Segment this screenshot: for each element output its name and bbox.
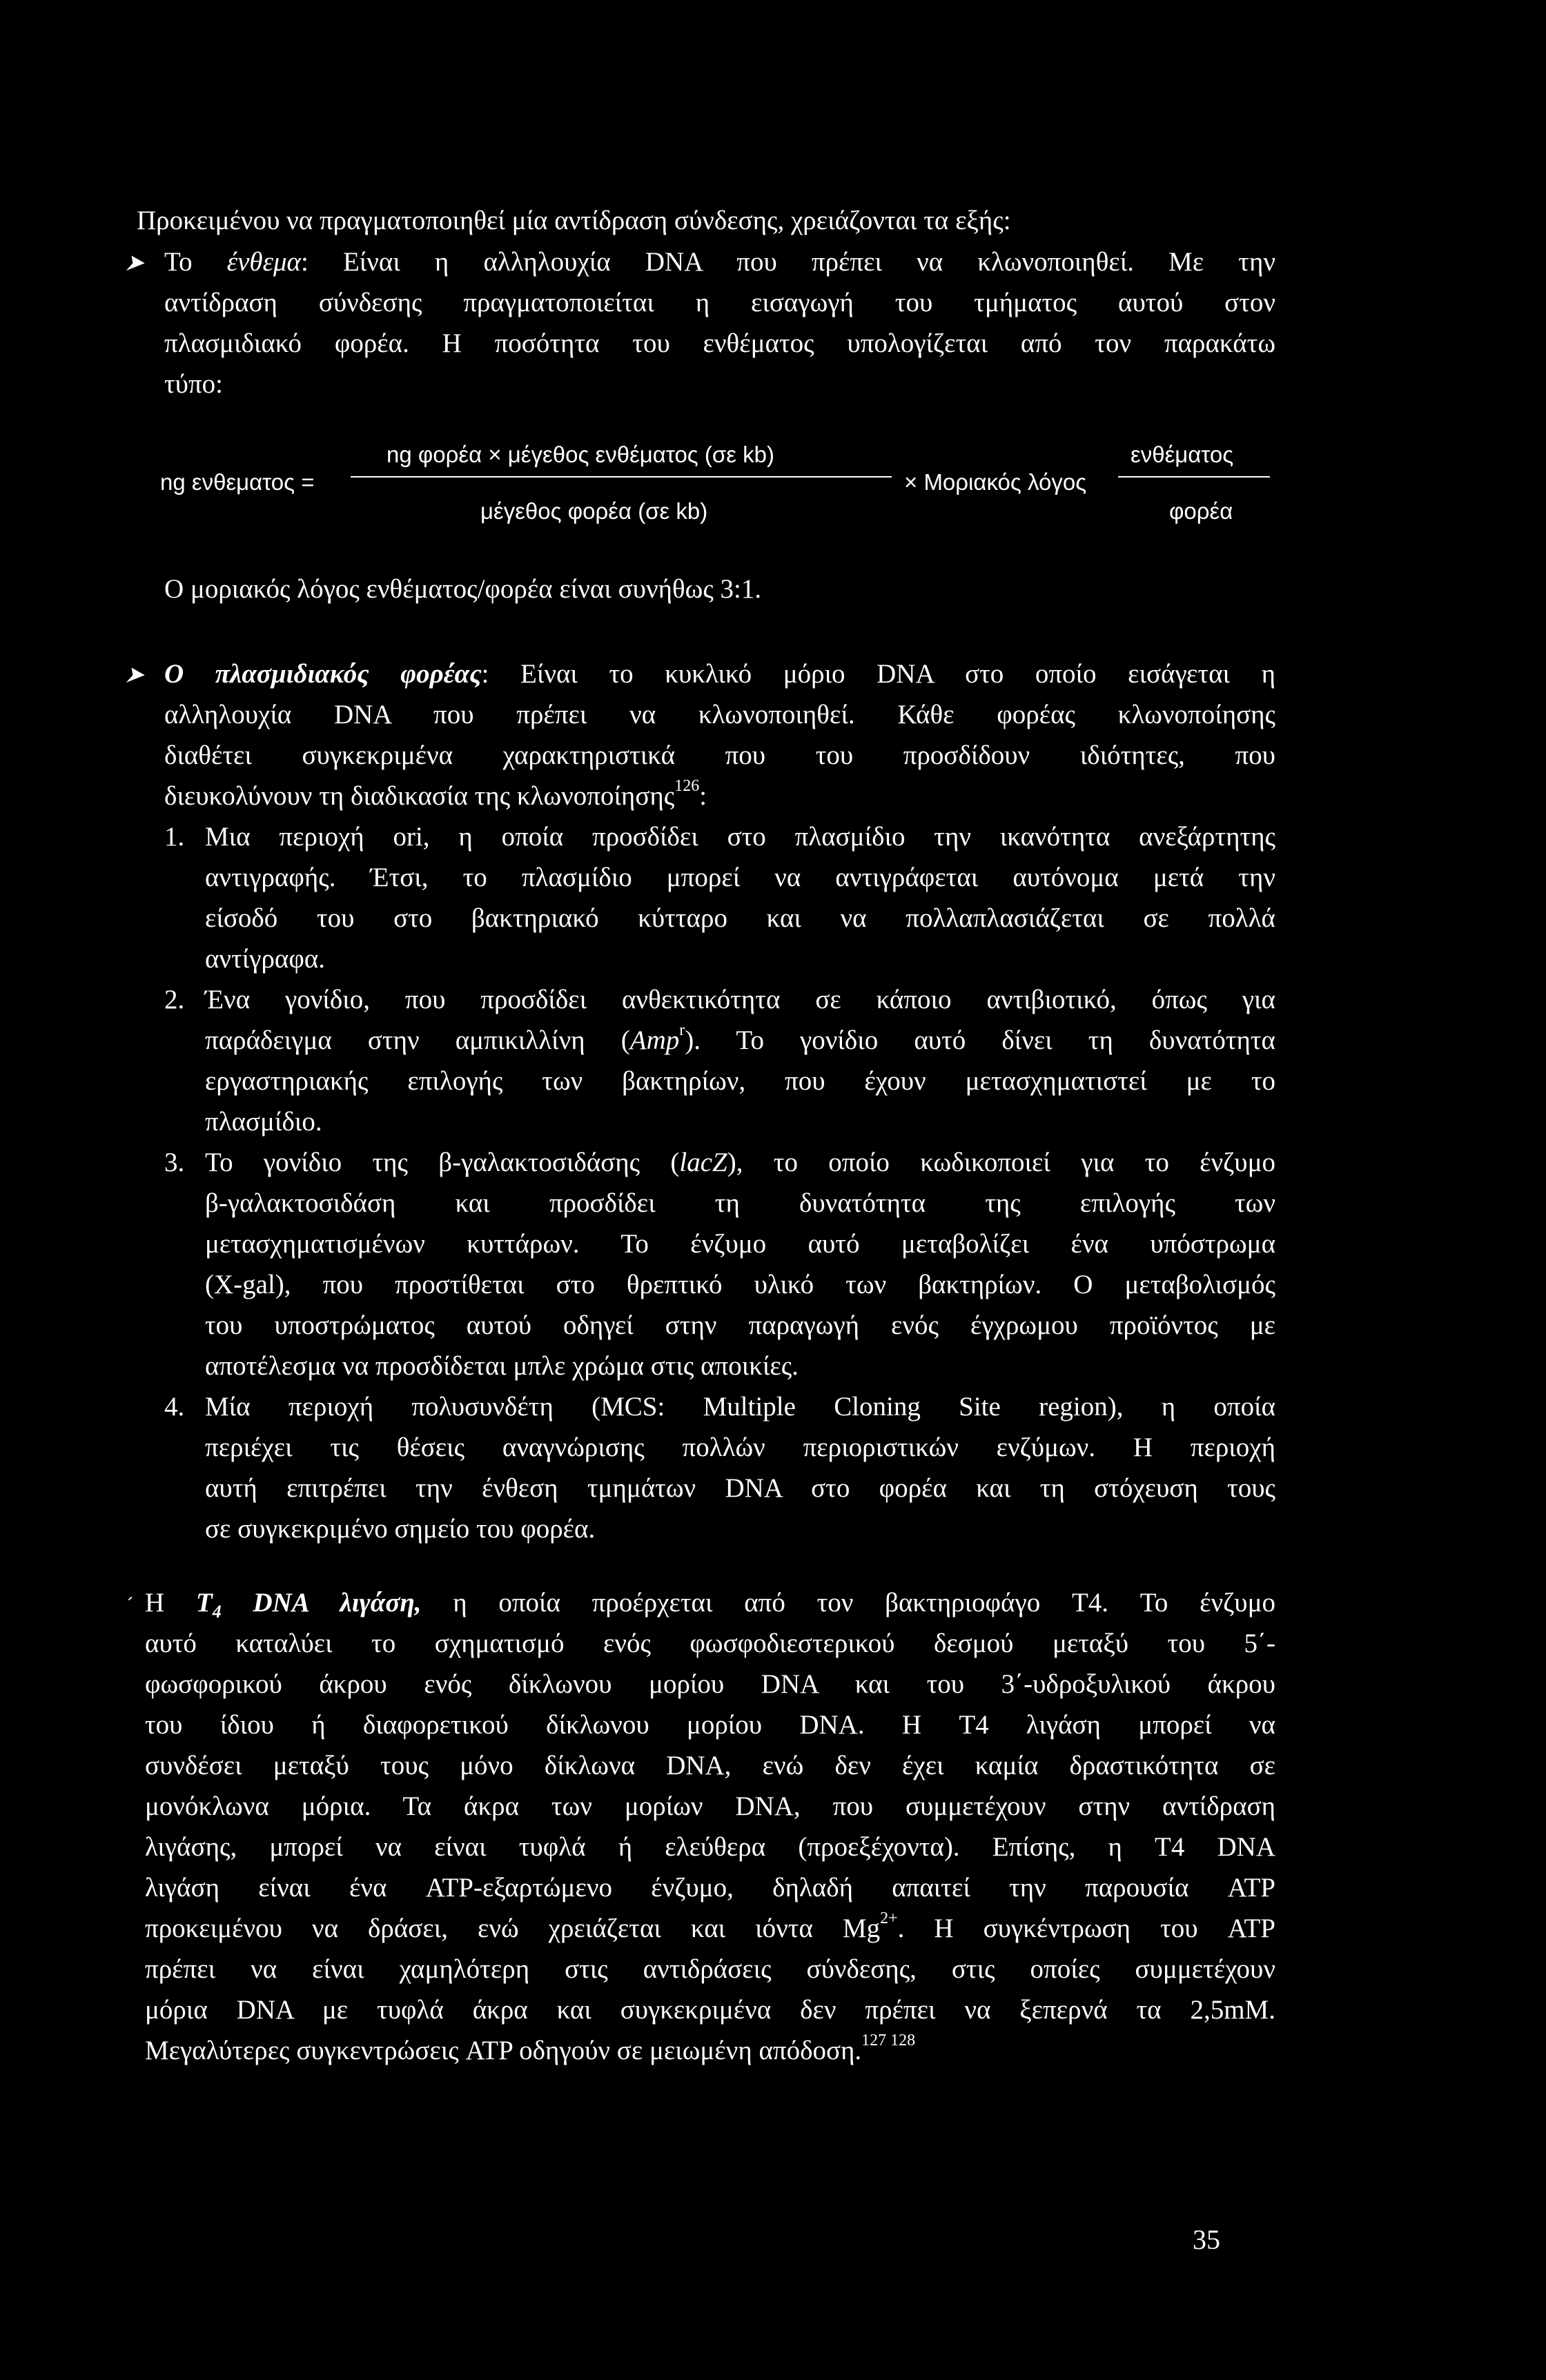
formula-times-ratio: × Μοριακός λόγος bbox=[904, 469, 1087, 495]
vector-line-3: διαθέτει συγκεκριμένα χαρακτηριστικά που του προσδίδουν ιδιότητες, που bbox=[164, 740, 1275, 770]
item3-line-6: αποτέλεσμα να προσδίδεται μπλε χρώμα στις αποικίες. bbox=[205, 1351, 799, 1381]
bullet-arrow-icon: ➤ bbox=[121, 661, 151, 689]
bullet-arrow-icon: ➤ bbox=[121, 249, 151, 277]
ligase-line-6: μονόκλωνα μόρια. Τα άκρα των μορίων DNA, που συμμετέχουν στην αντίδραση bbox=[145, 1791, 1275, 1821]
insert-term: ένθεμα bbox=[226, 247, 301, 277]
formula-ratio-bar bbox=[1118, 476, 1270, 478]
vector-rest: : Είναι το κυκλικό μόριο DNA στο οποίο εισάγεται η bbox=[481, 659, 1275, 689]
item3-line-2: β-γαλακτοσιδάση και προσδίδει τη δυνατότητα της επιλογής των bbox=[205, 1188, 1275, 1218]
formula-ratio-bottom: φορέα bbox=[1169, 498, 1233, 524]
ligase-line-9 bbox=[145, 1909, 1275, 1945]
insert-line-1 bbox=[164, 246, 1275, 279]
vector-l4-text: διευκολύνουν τη διαδικασία της κλωνοποίησης bbox=[164, 781, 675, 811]
formula-fraction-bar bbox=[351, 476, 892, 478]
insert-line-2: αντίδραση σύνδεσης πραγματοποιείται η εισαγωγή του τμήματος αυτού στον bbox=[164, 288, 1275, 317]
item1-line-4: αντίγραφα. bbox=[205, 944, 326, 974]
item-number-2: 2. bbox=[164, 985, 185, 1014]
item-number-4: 4. bbox=[164, 1392, 185, 1422]
item4-line-2: περιέχει τις θέσεις αναγνώρισης πολλών περιοριστικών ενζύμων. Η περιοχή bbox=[205, 1433, 1275, 1462]
item2-line-2 bbox=[205, 1021, 1275, 1057]
ampicillin-gene: Amp bbox=[629, 1025, 680, 1055]
ligase-line-7: λιγάσης, μπορεί να είναι τυφλά ή ελεύθερα (προεξέχοντα). Επίσης, η T4 DNA bbox=[145, 1832, 1275, 1862]
page-number: 35 bbox=[1193, 2224, 1220, 2255]
ligase-l9-pre: προκειμένου να δράσει, ενώ χρειάζεται και ιόντα Mg bbox=[145, 1914, 881, 1943]
citation-126: 126 bbox=[674, 777, 700, 795]
item4-line-3: αυτή επιτρέπει την ένθεση τμημάτων DNA στο φορέα και τη στόχευση τους bbox=[205, 1473, 1275, 1503]
ligase-term bbox=[195, 1588, 422, 1622]
mg-charge: 2+ bbox=[880, 1909, 898, 1927]
ligase-line-12 bbox=[145, 2034, 915, 2067]
ligase-line-10: πρέπει να είναι χαμηλότερη στις αντιδράσεις σύνδεσης, στις οποίες συμμετέχουν bbox=[145, 1954, 1275, 1984]
bullet-tick-icon: ′ bbox=[122, 1594, 135, 1613]
vector-l4-end: : bbox=[699, 781, 707, 811]
item3-pre: Το γονίδιο της β-γαλακτοσιδάσης ( bbox=[205, 1148, 680, 1177]
ligase-l9-post: . Η συγκέντρωση του ATP bbox=[897, 1914, 1275, 1943]
ligase-line-5: συνδέσει μεταξύ τους μόνο δίκλωνα DNA, ενώ δεν έχει καμία δραστικότητα σε bbox=[145, 1751, 1275, 1780]
insert-line-3: πλασμιδιακό φορέα. Η ποσότητα του ενθέματος υπολογίζεται από τον παρακάτω bbox=[164, 328, 1275, 358]
formula-denominator: μέγεθος φορέα (σε kb) bbox=[480, 498, 708, 524]
insert-line-4: τύπο: bbox=[164, 369, 224, 399]
item2-post: ). Το γονίδιο αυτό δίνει τη δυνατότητα bbox=[685, 1025, 1275, 1055]
item3-line-1 bbox=[205, 1146, 1275, 1179]
ligase-line-8: λιγάση είναι ένα ATP-εξαρτώμενο ένζυμο, δηλαδή απαιτεί την παρουσία ATP bbox=[145, 1873, 1275, 1902]
ligase-line-4: του ίδιου ή διαφορετικού δίκλωνου μορίου DNA. Η T4 λιγάση μπορεί να bbox=[145, 1710, 1275, 1740]
vector-term: Ο πλασμιδιακός φορέας bbox=[164, 659, 482, 689]
item2-line-1: Ένα γονίδιο, που προσδίδει ανθεκτικότητα σε κάποιο αντιβιοτικό, όπως για bbox=[205, 985, 1275, 1014]
ligase-l12: Μεγαλύτερες συγκεντρώσεις ATP οδηγούν σε μειωμένη απόδοση. bbox=[145, 2036, 862, 2065]
item3-post: ), το οποίο κωδικοποιεί για το ένζυμο bbox=[727, 1148, 1276, 1177]
formula-ratio-top: ενθέματος bbox=[1131, 442, 1234, 467]
insert-pre: Το bbox=[164, 247, 227, 277]
item4-line-4: σε συγκεκριμένο σημείο του φορέα. bbox=[205, 1514, 596, 1544]
item3-line-4: (X-gal), που προστίθεται στο θρεπτικό υλικό των βακτηρίων. Ο μεταβολισμός bbox=[205, 1270, 1275, 1299]
formula-numerator: ng φορέα × μέγεθος ενθέματος (σε kb) bbox=[386, 442, 774, 467]
ratio-note: Ο μοριακός λόγος ενθέματος/φορέα είναι συνήθως 3:1. bbox=[164, 574, 762, 604]
item4-line-1: Μία περιοχή πολυσυνδέτη (MCS: Multiple Cloning Site region), η οποία bbox=[205, 1392, 1275, 1422]
ligase-post: η οποία προέρχεται από τον βακτηριοφάγο T4. Το ένζυμο bbox=[421, 1588, 1275, 1617]
ligase-line-3: φωσφορικού άκρου ενός δίκλωνου μορίου DNA και του 3΄-υδροξυλικού άκρου bbox=[145, 1669, 1275, 1699]
intro-line: Προκειμένου να πραγματοποιηθεί μία αντίδραση σύνδεσης, χρειάζονται τα εξής: bbox=[137, 206, 1011, 235]
citation-127-128: 127 128 bbox=[861, 2032, 916, 2049]
item2-line-4: πλασμίδιο. bbox=[205, 1107, 322, 1137]
ampicillin-sup: r bbox=[679, 1021, 685, 1039]
ligase-line-2: αυτό καταλύει το σχηματισμό ενός φωσφοδιεστερικού δεσμού μεταξύ του 5΄- bbox=[145, 1629, 1275, 1658]
vector-line-2: αλληλουχία DNA που πρέπει να κλωνοποιηθεί. Κάθε φορέας κλωνοποίησης bbox=[164, 700, 1275, 729]
item3-line-3: μετασχηματισμένων κυττάρων. Το ένζυμο αυτό μεταβολίζει ένα υπόστρωμα bbox=[205, 1229, 1275, 1259]
insert-rest: : Είναι η αλληλουχία DNA που πρέπει να κλωνοποιηθεί. Με την bbox=[301, 247, 1275, 277]
item-number-1: 1. bbox=[164, 822, 185, 852]
vector-line-4 bbox=[164, 777, 707, 813]
formula-lhs: ng ενθεματος = bbox=[160, 469, 315, 495]
ligase-line-1 bbox=[145, 1586, 1275, 1629]
item1-line-1: Μια περιοχή ori, η οποία προσδίδει στο πλασμίδιο την ικανότητα ανεξάρτητης bbox=[205, 822, 1275, 852]
item3-line-5: του υποστρώματος αυτού οδηγεί στην παραγωγή ενός έγχρωμου προϊόντος με bbox=[205, 1310, 1275, 1340]
item-number-3: 3. bbox=[164, 1148, 185, 1177]
ligase-term-sub: 4 bbox=[212, 1601, 222, 1622]
ligase-line-11: μόρια DNA με τυφλά άκρα και συγκεκριμένα δεν πρέπει να ξεπερνά τα 2,5mM. bbox=[145, 1995, 1275, 2025]
item1-line-3: είσοδό του στο βακτηριακό κύτταρο και να πολλαπλασιάζεται σε πολλά bbox=[205, 903, 1275, 933]
item1-line-2: αντιγραφής. Έτσι, το πλασμίδιο μπορεί να αντιγράφεται αυτόνομα μετά την bbox=[205, 863, 1275, 892]
item2-line-3: εργαστηριακής επιλογής των βακτηρίων, που έχουν μετασχηματιστεί με το bbox=[205, 1066, 1275, 1096]
ligase-term-t: T bbox=[195, 1588, 213, 1617]
item2-pre: παράδειγμα στην αμπικιλλίνη ( bbox=[205, 1025, 630, 1055]
lacz-gene: lacZ bbox=[679, 1148, 727, 1177]
ligase-term-rest: DNA λιγάση, bbox=[221, 1588, 422, 1617]
vector-line-1 bbox=[164, 658, 1275, 691]
ligase-pre: Η bbox=[145, 1588, 196, 1617]
